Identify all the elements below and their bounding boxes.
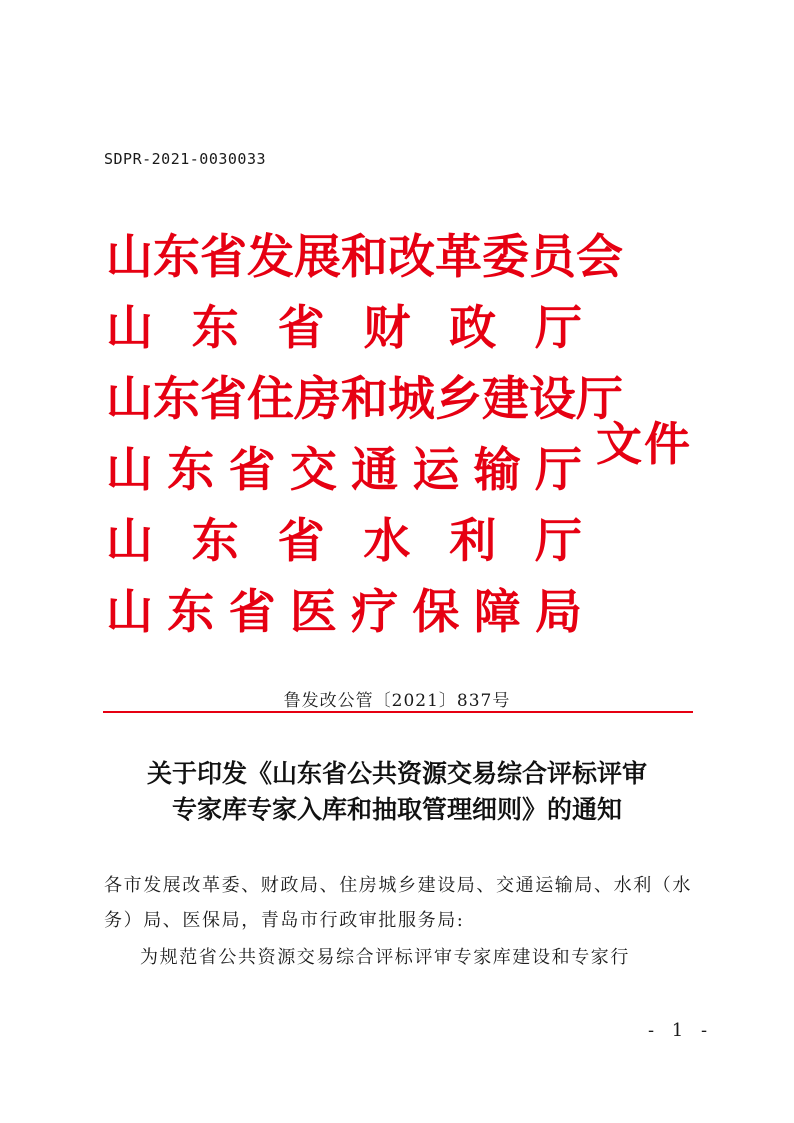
document-number: 鲁发改公管〔2021〕837号: [283, 691, 511, 711]
issuer-char: 厅: [534, 443, 582, 498]
issuer-char: 厅: [576, 372, 623, 427]
issuer-char: 山: [106, 301, 153, 356]
issuer-char: 山: [106, 372, 153, 427]
issuer-char: 水: [363, 514, 411, 569]
issuer-char: 东: [191, 514, 239, 569]
issuer-char: 厅: [534, 514, 582, 569]
issuer-char: 省: [200, 230, 247, 285]
issuer-char: 疗: [351, 585, 399, 640]
issuer-char: 山: [106, 443, 153, 498]
issuer-char: 交: [289, 443, 337, 498]
salutation: 各市发展改革委、财政局、住房城乡建设局、交通运输局、水利（水务）局、医保局，青岛市行政审批服务局:: [104, 875, 692, 931]
issuer-char: 建: [482, 372, 529, 427]
first-paragraph: 为规范省公共资源交易综合评标评审专家库建设和专家行: [140, 947, 630, 968]
issuer-char: 和: [341, 230, 388, 285]
issuer-line: [106, 222, 623, 293]
issuer-char: 输: [473, 443, 521, 498]
title-line: 专家库专家入库和抽取管理细则》的通知: [171, 795, 622, 824]
issuer-char: 医: [289, 585, 337, 640]
issuer-line: [106, 577, 582, 648]
issuer-char: 省: [228, 443, 276, 498]
issuer-char: 房: [294, 372, 341, 427]
issuer-char: 东: [153, 230, 200, 285]
issuer-char: 保: [412, 585, 460, 640]
issuer-char: 运: [412, 443, 460, 498]
document-title: [90, 756, 704, 828]
issuer-char: 局: [534, 585, 582, 640]
issuer-block: [106, 222, 623, 648]
issuer-char: 省: [277, 301, 325, 356]
issuer-char: 山: [106, 585, 153, 640]
issuer-line: [106, 364, 623, 435]
issuer-char: 改: [388, 230, 435, 285]
issuer-char: 住: [247, 372, 294, 427]
issuer-char: 发: [247, 230, 294, 285]
issuer-line: [106, 293, 582, 364]
issuer-char: 省: [200, 372, 247, 427]
issuer-char: 员: [529, 230, 576, 285]
issuer-char: 城: [388, 372, 435, 427]
issuer-char: 利: [449, 514, 497, 569]
issuer-char: 政: [449, 301, 497, 356]
issuer-char: 山: [106, 230, 153, 285]
issuer-char: 山: [106, 514, 153, 569]
issuer-char: 东: [167, 585, 215, 640]
issuer-char: 东: [153, 372, 200, 427]
issuer-char: 设: [529, 372, 576, 427]
issuer-char: 委: [482, 230, 529, 285]
issuer-char: 和: [341, 372, 388, 427]
issuer-char: 通: [351, 443, 399, 498]
issuer-char: 省: [277, 514, 325, 569]
issuer-char: 乡: [435, 372, 482, 427]
document-code: SDPR-2021-0030033: [104, 150, 267, 168]
issuer-char: 省: [228, 585, 276, 640]
issuer-char: 财: [363, 301, 411, 356]
issuer-char: 展: [294, 230, 341, 285]
issuer-char: 革: [435, 230, 482, 285]
issuer-char: 障: [473, 585, 521, 640]
page-number: - 1 -: [648, 1020, 714, 1041]
issuer-line: [106, 506, 582, 577]
issuer-char: 会: [576, 230, 623, 285]
issuer-char: 东: [167, 443, 215, 498]
file-label: 文件: [596, 417, 692, 471]
issuer-char: 东: [191, 301, 239, 356]
title-line: 关于印发《山东省公共资源交易综合评标评审: [146, 759, 647, 788]
issuer-line: [106, 435, 582, 506]
issuer-char: 厅: [534, 301, 582, 356]
red-divider: [103, 711, 693, 713]
